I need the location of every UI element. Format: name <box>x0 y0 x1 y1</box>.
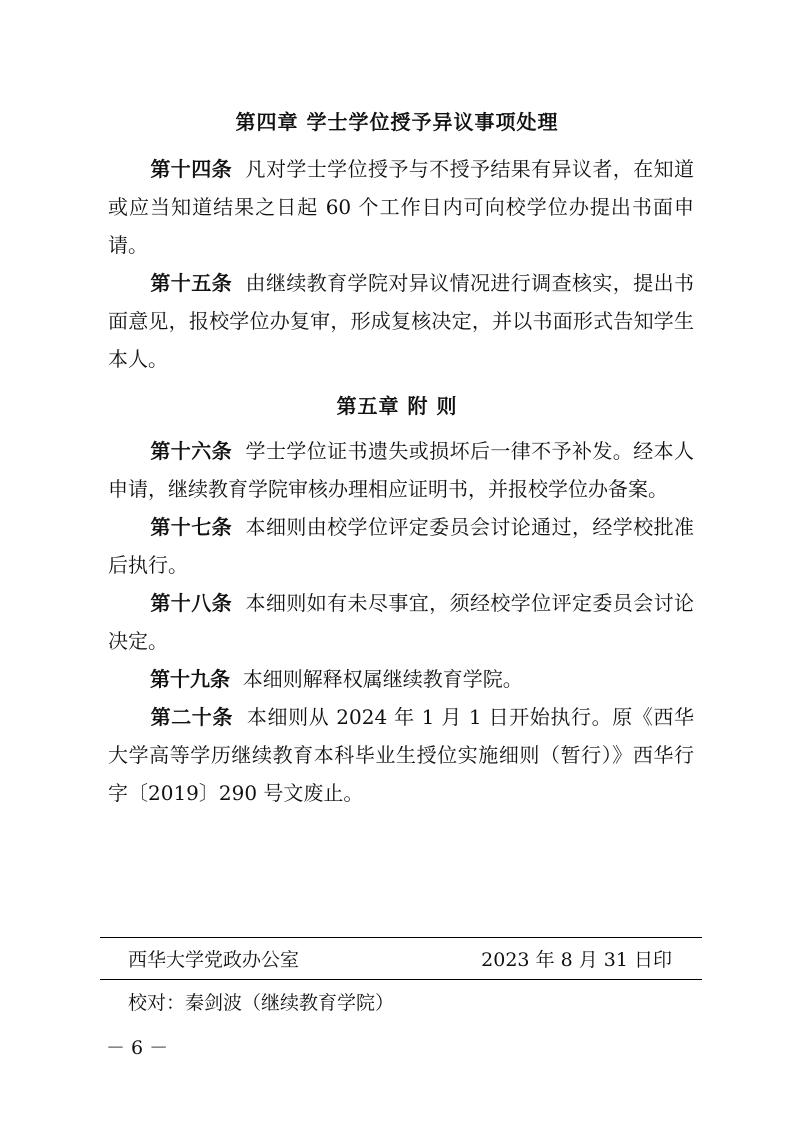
article-17 <box>108 508 694 584</box>
article-text: 本细则如有未尽事宜，须经校学位评定委员会讨论决定。 <box>108 591 695 653</box>
article-20 <box>108 698 694 812</box>
article-label: 第十五条 <box>150 271 233 295</box>
article-19 <box>108 660 694 698</box>
article-16 <box>108 432 694 508</box>
article-text: 本细则解释权属继续教育学院。 <box>242 667 523 691</box>
footer-middle-rule <box>100 979 702 980</box>
page-number: － 6 － <box>106 1037 169 1059</box>
article-18 <box>108 584 694 660</box>
article-text: 由继续教育学院对异议情况进行调查核实，提出书面意见，报校学位办复审，形成复核决定，并以书面形式告知学生本人。 <box>108 271 695 371</box>
chapter-5-title: 第五章 附 则 <box>336 394 458 418</box>
article-label: 第十七条 <box>150 515 233 539</box>
article-text: 凡对学士学位授予与不授予结果有异议者，在知道或应当知道结果之日起 60 个工作日内可向校学位办提出书面申请。 <box>108 157 695 257</box>
chapter-4-title: 第四章 学士学位授予异议事项处理 <box>235 110 559 134</box>
article-label: 第十四条 <box>150 157 233 181</box>
article-text: 本细则从 2024 年 1 月 1 日开始执行。原《西华大学高等学历继续教育本科毕业生授位实施细则（暂行）》西华行字〔2019〕290 号文废止。 <box>108 705 694 805</box>
footer-top-rule <box>100 937 702 938</box>
article-label: 第十八条 <box>150 591 233 615</box>
article-text: 学士学位证书遗失或损坏后一律不予补发。经本人申请，继续教育学院审核办理相应证明书，并报校学位办备案。 <box>108 439 695 501</box>
footer-print-date: 2023 年 8 月 31 日印 <box>481 949 672 971</box>
article-label: 第十九条 <box>150 667 230 691</box>
article-14 <box>108 150 694 264</box>
article-15 <box>108 264 694 378</box>
footer-office: 西华大学党政办公室 <box>128 949 300 971</box>
footer-proofreader: 校对：秦剑波（继续教育学院） <box>128 992 395 1014</box>
article-text: 本细则由校学位评定委员会讨论通过，经学校批准后执行。 <box>108 515 695 577</box>
article-label: 第二十条 <box>150 705 233 729</box>
article-label: 第十六条 <box>150 439 233 463</box>
